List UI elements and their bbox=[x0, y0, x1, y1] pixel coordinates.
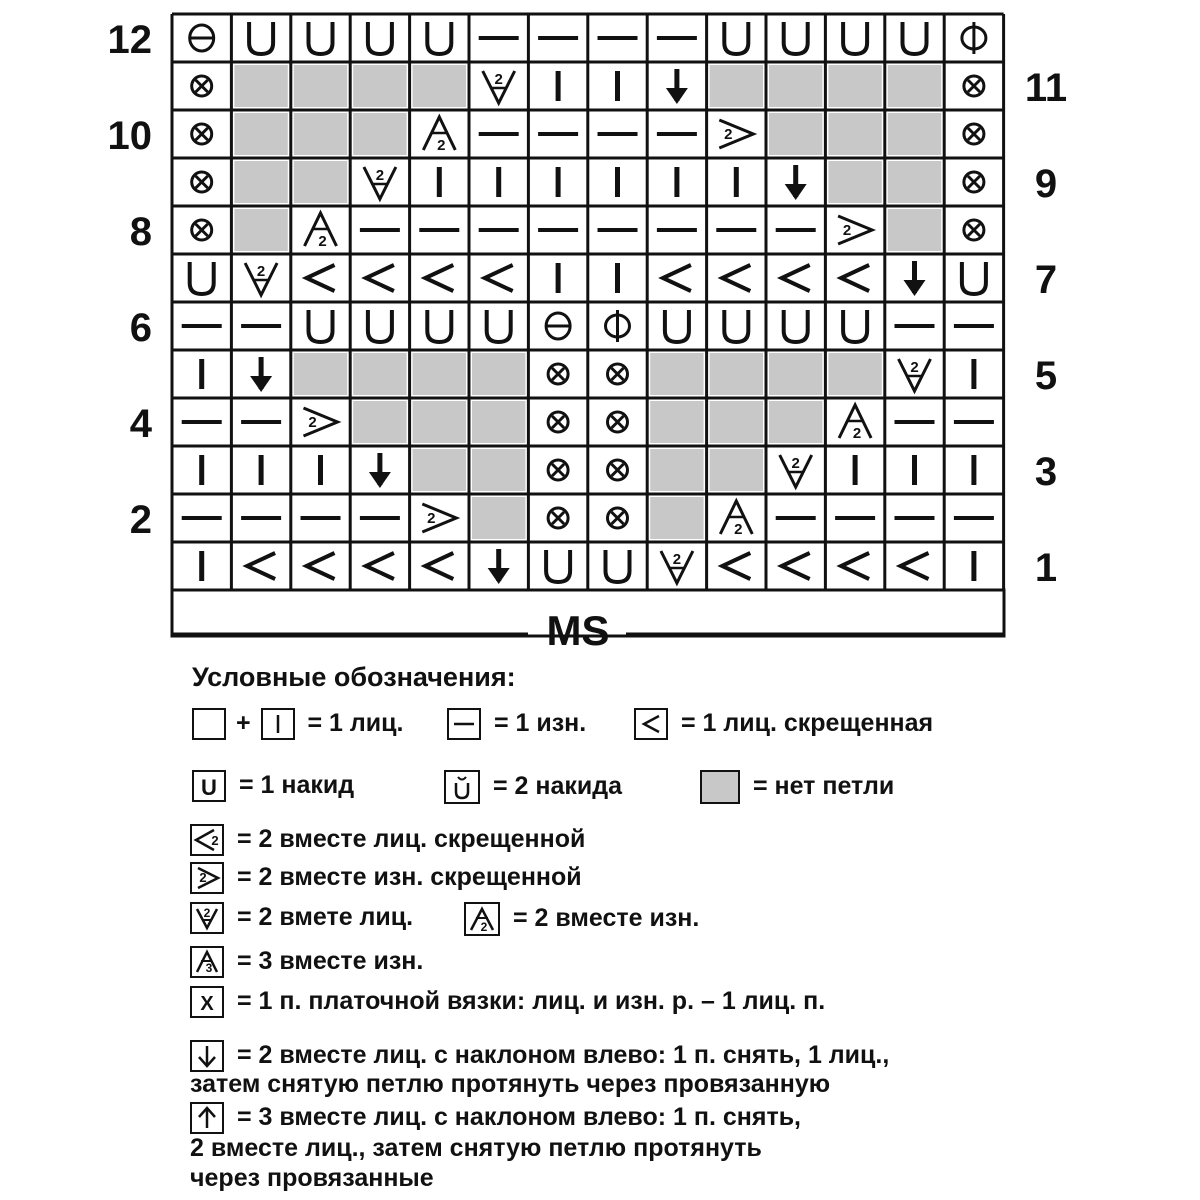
no-stitch-cell bbox=[710, 353, 763, 395]
yarn-over-icon bbox=[368, 310, 392, 342]
no-stitch-cell bbox=[888, 65, 941, 107]
double-yarn-over-icon bbox=[444, 770, 480, 804]
p2tog-tbl-icon bbox=[838, 216, 872, 244]
svg-text:2: 2 bbox=[842, 222, 852, 239]
knit-tbl-icon bbox=[485, 265, 513, 291]
yarn-over-icon bbox=[606, 550, 630, 582]
no-stitch-cell bbox=[710, 401, 763, 443]
knit-tbl-icon bbox=[366, 553, 394, 579]
no-stitch-cell bbox=[710, 449, 763, 491]
yarn-over-icon bbox=[784, 22, 808, 54]
garter-circle-x-icon bbox=[548, 364, 568, 384]
svg-text:3: 3 bbox=[205, 961, 213, 975]
no-stitch-cell bbox=[294, 353, 347, 395]
no-stitch-cell bbox=[888, 209, 941, 251]
k2tog-tbl-icon bbox=[190, 824, 224, 856]
garter-x-icon bbox=[190, 986, 224, 1018]
no-stitch-cell bbox=[769, 65, 822, 107]
row-number-5: 5 bbox=[1034, 354, 1058, 398]
legend-row-p2tog bbox=[464, 902, 699, 936]
no-stitch-cell bbox=[710, 65, 763, 107]
no-stitch-cell bbox=[472, 353, 525, 395]
legend-knit-text: = 1 лиц. bbox=[307, 708, 404, 737]
svg-text:2: 2 bbox=[724, 126, 733, 143]
svg-text:2: 2 bbox=[910, 359, 919, 376]
legend-row-k2tog bbox=[190, 902, 413, 934]
knit-tbl-icon bbox=[634, 708, 668, 740]
legend-sk2p-text-1: = 3 вместе лиц. с наклоном влево: 1 п. снять, bbox=[236, 1102, 802, 1131]
p2tog-icon bbox=[464, 902, 500, 936]
row-number-7: 7 bbox=[1034, 258, 1058, 302]
knit-tbl-icon bbox=[247, 553, 275, 579]
yarn-over-icon bbox=[665, 310, 689, 342]
svg-text:2: 2 bbox=[211, 833, 219, 848]
yarn-over-icon bbox=[784, 310, 808, 342]
empty-box-icon bbox=[192, 708, 226, 740]
no-stitch-cell bbox=[769, 113, 822, 155]
legend-sk2p-text-3: через провязанные bbox=[190, 1164, 434, 1192]
p2tog-tbl-icon bbox=[422, 504, 456, 532]
legend-k2tog-text: = 2 вмете лиц. bbox=[236, 902, 414, 931]
legend-row-yo bbox=[192, 770, 354, 802]
legend-row-knit bbox=[192, 708, 403, 740]
legend-row-k2tog-tbl bbox=[190, 824, 585, 856]
svg-text:2: 2 bbox=[494, 71, 503, 88]
no-stitch-cell bbox=[472, 449, 525, 491]
p3tog-icon bbox=[190, 946, 224, 978]
garter-circle-x-icon bbox=[192, 124, 212, 144]
no-stitch-cell bbox=[828, 65, 881, 107]
no-stitch-cell bbox=[413, 401, 466, 443]
no-stitch-cell bbox=[234, 209, 287, 251]
legend-garter-text: = 1 п. платочной вязки: лиц. и изн. р. – 1 лиц. п. bbox=[236, 986, 826, 1015]
row-number-12: 12 bbox=[107, 18, 152, 62]
legend-k2tog-tbl-text: = 2 вместе лиц. скрещенной bbox=[236, 824, 586, 853]
knit-tbl-icon bbox=[841, 265, 869, 291]
no-stitch-cell bbox=[413, 353, 466, 395]
no-stitch-cell bbox=[234, 65, 287, 107]
p2tog-icon bbox=[839, 405, 871, 442]
yarn-over-icon bbox=[190, 262, 214, 294]
no-stitch-cell bbox=[828, 161, 881, 203]
svg-text:2: 2 bbox=[256, 263, 266, 280]
row-number-4: 4 bbox=[129, 402, 152, 446]
yarn-over-icon bbox=[192, 770, 226, 802]
svg-text:2: 2 bbox=[203, 906, 211, 920]
garter-circle-x-icon bbox=[608, 364, 628, 384]
k2tog-icon bbox=[483, 71, 515, 103]
legend-knit-tbl-text: = 1 лиц. скрещенная bbox=[680, 708, 934, 737]
svg-text:U: U bbox=[201, 775, 217, 800]
yarn-over-icon bbox=[427, 310, 451, 342]
yarn-over-icon bbox=[724, 22, 748, 54]
garter-circle-x-icon bbox=[964, 220, 984, 240]
garter-circle-x-icon bbox=[192, 220, 212, 240]
knit-tbl-icon bbox=[841, 553, 869, 579]
k2tog-icon bbox=[661, 551, 693, 583]
theta-icon bbox=[546, 313, 570, 339]
k2tog-icon bbox=[190, 902, 224, 934]
knit-tbl-icon bbox=[425, 553, 453, 579]
no-stitch-cell bbox=[294, 113, 347, 155]
yarn-over-icon bbox=[249, 22, 273, 54]
legend-ssk-text-1: = 2 вместе лиц. с наклоном влево: 1 п. снять, 1 лиц., bbox=[236, 1040, 890, 1069]
legend-title: Условные обозначения: bbox=[192, 662, 516, 692]
phi-icon bbox=[962, 22, 986, 54]
row-number-8: 8 bbox=[129, 210, 152, 254]
garter-circle-x-icon bbox=[192, 172, 212, 192]
k2tog-icon bbox=[364, 167, 396, 199]
svg-text:2: 2 bbox=[734, 521, 743, 538]
no-stitch-cell bbox=[234, 161, 287, 203]
p2tog-icon bbox=[423, 117, 455, 154]
knit-tbl-icon bbox=[307, 265, 335, 291]
yarn-over-icon bbox=[962, 262, 986, 294]
knit-tbl-icon bbox=[722, 553, 750, 579]
no-stitch-cell bbox=[828, 353, 881, 395]
svg-text:2: 2 bbox=[308, 414, 317, 431]
row-number-10: 10 bbox=[107, 114, 152, 158]
no-stitch-cell bbox=[769, 401, 822, 443]
knit-tbl-icon bbox=[901, 553, 929, 579]
garter-circle-x-icon bbox=[548, 412, 568, 432]
no-stitch-cell bbox=[353, 113, 406, 155]
no-stitch-cell bbox=[472, 497, 525, 539]
legend-row-p3tog bbox=[190, 946, 423, 978]
legend-ssk-text-2: затем снятую петлю протянуть через провязанную bbox=[190, 1070, 831, 1098]
svg-text:2: 2 bbox=[199, 870, 207, 885]
garter-circle-x-icon bbox=[964, 172, 984, 192]
theta-icon bbox=[190, 25, 214, 51]
garter-circle-x-icon bbox=[608, 460, 628, 480]
knit-tbl-icon bbox=[782, 553, 810, 579]
svg-text:2: 2 bbox=[791, 455, 800, 472]
yarn-over-icon bbox=[843, 22, 867, 54]
svg-text:2: 2 bbox=[480, 920, 488, 934]
row-number-1: 1 bbox=[1034, 546, 1058, 590]
legend-p2tog-text: = 2 вместе изн. bbox=[512, 903, 700, 932]
no-stitch-cell bbox=[828, 113, 881, 155]
knit-tbl-icon bbox=[425, 265, 453, 291]
yarn-over-icon bbox=[843, 310, 867, 342]
knit-tbl-icon bbox=[722, 265, 750, 291]
garter-circle-x-icon bbox=[608, 508, 628, 528]
ssk-down-arrow-icon bbox=[190, 1040, 224, 1072]
svg-text:2: 2 bbox=[318, 233, 327, 250]
sk2p-up-arrow-icon bbox=[190, 1102, 224, 1134]
purl-dash-icon bbox=[447, 708, 481, 740]
garter-circle-x-icon bbox=[548, 508, 568, 528]
ssk-down-arrow-icon bbox=[785, 165, 807, 200]
no-stitch-cell bbox=[294, 161, 347, 203]
ms-strip bbox=[172, 590, 1004, 650]
k2tog-icon bbox=[245, 263, 277, 295]
p2tog-tbl-icon bbox=[719, 120, 753, 148]
knit-bar-icon bbox=[261, 708, 295, 740]
legend-row-p2tog-tbl bbox=[190, 862, 582, 894]
row-number-9: 9 bbox=[1034, 162, 1058, 206]
no-stitch-cell bbox=[650, 401, 703, 443]
no-stitch-cell bbox=[769, 353, 822, 395]
svg-text:2: 2 bbox=[437, 137, 446, 154]
knit-tbl-icon bbox=[307, 553, 335, 579]
legend-row-purl bbox=[447, 708, 586, 740]
ssk-down-arrow-icon bbox=[904, 261, 926, 296]
no-stitch-cell bbox=[353, 65, 406, 107]
svg-text:2: 2 bbox=[375, 167, 385, 184]
no-stitch-cell bbox=[472, 401, 525, 443]
legend-row-ssk bbox=[190, 1040, 889, 1072]
legend-row-sk2p bbox=[190, 1102, 801, 1134]
knit-tbl-icon bbox=[782, 265, 810, 291]
no-stitch-cell bbox=[650, 449, 703, 491]
yarn-over-icon bbox=[427, 22, 451, 54]
svg-text:2: 2 bbox=[427, 510, 436, 527]
legend-no-stitch-text: = нет петли bbox=[752, 771, 895, 800]
k2tog-icon bbox=[899, 359, 931, 391]
legend-purl-text: = 1 изн. bbox=[493, 708, 587, 737]
no-stitch-cell bbox=[650, 497, 703, 539]
garter-circle-x-icon bbox=[548, 460, 568, 480]
no-stitch-icon bbox=[700, 770, 740, 804]
yarn-over-icon bbox=[368, 22, 392, 54]
no-stitch-cell bbox=[888, 113, 941, 155]
garter-circle-x-icon bbox=[964, 124, 984, 144]
row-number-11: 11 bbox=[1024, 66, 1068, 110]
legend-row-yo2 bbox=[444, 770, 622, 804]
knit-tbl-icon bbox=[366, 265, 394, 291]
yarn-over-icon bbox=[309, 310, 333, 342]
legend-yo2-text: = 2 накида bbox=[492, 771, 623, 800]
yarn-over-icon bbox=[546, 550, 570, 582]
phi-icon bbox=[606, 310, 630, 342]
yarn-over-icon bbox=[487, 310, 511, 342]
knit-tbl-icon bbox=[663, 265, 691, 291]
yarn-over-icon bbox=[724, 310, 748, 342]
no-stitch-cell bbox=[353, 401, 406, 443]
ssk-down-arrow-icon bbox=[488, 549, 510, 584]
legend-sk2p-text-2: 2 вместе лиц., затем снятую петлю протянуть bbox=[190, 1134, 762, 1162]
row-number-3: 3 bbox=[1034, 450, 1058, 494]
ms-label: MS bbox=[546, 607, 610, 650]
k2tog-icon bbox=[780, 455, 812, 487]
legend-row-no-stitch bbox=[700, 770, 894, 804]
p2tog-icon bbox=[720, 501, 752, 538]
svg-text:X: X bbox=[200, 993, 214, 1015]
legend-p3tog-text: = 3 вместе изн. bbox=[236, 946, 424, 975]
yarn-over-icon bbox=[903, 22, 927, 54]
ssk-down-arrow-icon bbox=[250, 357, 272, 392]
svg-text:2: 2 bbox=[852, 425, 862, 442]
no-stitch-cell bbox=[234, 113, 287, 155]
no-stitch-cell bbox=[650, 353, 703, 395]
legend-row-knit-tbl bbox=[634, 708, 933, 740]
garter-circle-x-icon bbox=[192, 76, 212, 96]
no-stitch-cell bbox=[888, 161, 941, 203]
p2tog-icon bbox=[305, 213, 337, 250]
no-stitch-cell bbox=[413, 449, 466, 491]
ssk-down-arrow-icon bbox=[666, 69, 688, 104]
row-number-2: 2 bbox=[129, 498, 152, 542]
plus-sign: + bbox=[235, 708, 251, 737]
yarn-over-icon bbox=[309, 22, 333, 54]
ssk-down-arrow-icon bbox=[369, 453, 391, 488]
no-stitch-cell bbox=[413, 65, 466, 107]
legend-row-garter bbox=[190, 986, 825, 1018]
legend-yo-text: = 1 накид bbox=[238, 770, 355, 799]
p2tog-tbl-icon bbox=[304, 408, 338, 436]
row-number-6: 6 bbox=[129, 306, 152, 350]
garter-circle-x-icon bbox=[964, 76, 984, 96]
no-stitch-cell bbox=[294, 65, 347, 107]
svg-text:2: 2 bbox=[672, 551, 682, 568]
p2tog-tbl-icon bbox=[190, 862, 224, 894]
no-stitch-cell bbox=[353, 353, 406, 395]
garter-circle-x-icon bbox=[608, 412, 628, 432]
legend-p2tog-tbl-text: = 2 вместе изн. скрещенной bbox=[236, 862, 582, 891]
